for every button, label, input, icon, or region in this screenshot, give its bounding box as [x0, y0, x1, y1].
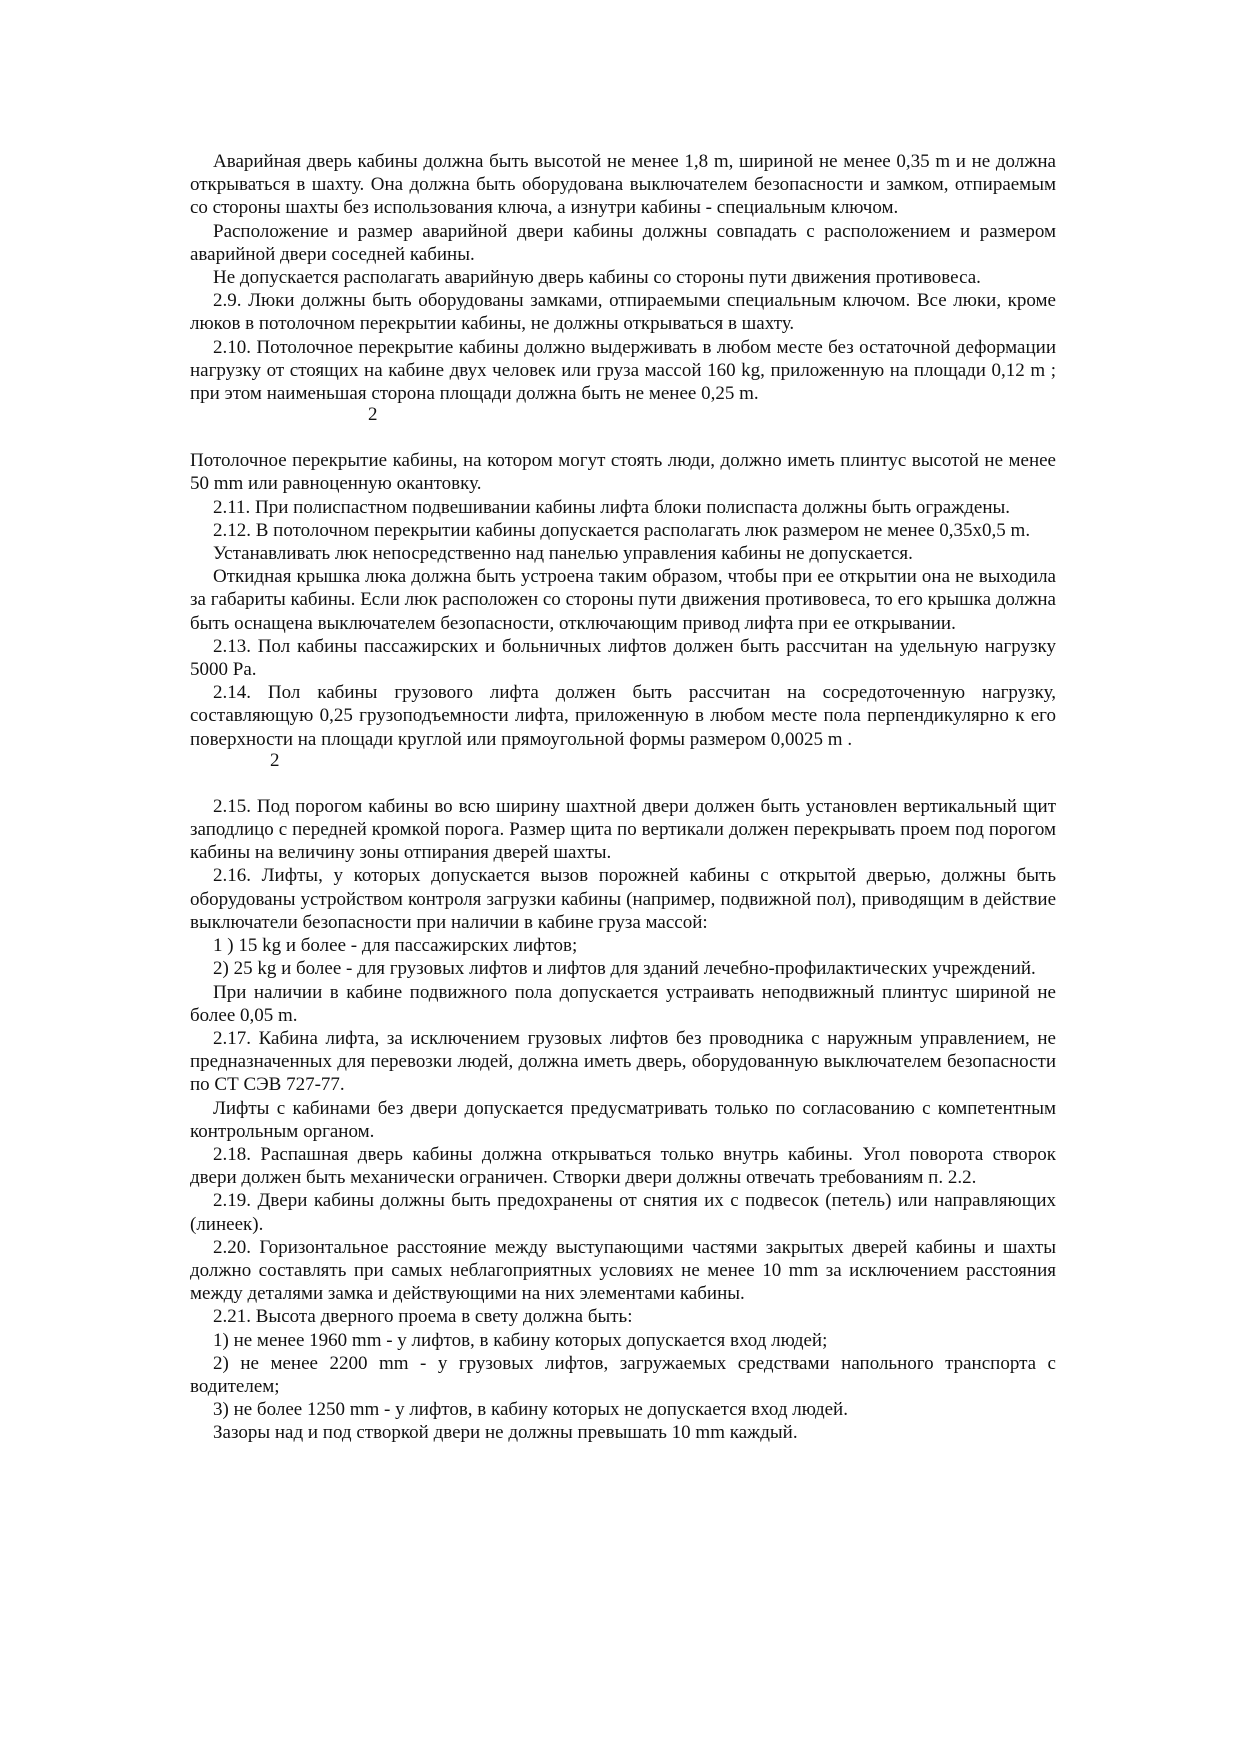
paragraph-2-9: 2.9. Люки должны быть оборудованы замками, отпираемыми специальным ключом. Все люки, кроме люков в потолочном перекрытии кабины, не должны открываться в шахту. [190, 290, 1056, 335]
paragraph-list-item-1: 1 ) 15 kg и более - для пассажирских лифтов; [213, 935, 578, 957]
paragraph-2-15: 2.15. Под порогом кабины во всю ширину шахтной двери должен быть установлен вертикальный щит заподлицо с передней кромкой порога. Размер щита по вертикали должен перекрывать проем под порогом кабины на величину зоны отпирания дверей шахты. [190, 795, 1056, 864]
paragraph-height-item-3: 3) не более 1250 mm - у лифтов, в кабину которых не допускается вход людей. [213, 1399, 848, 1421]
paragraph-2-18: 2.18. Распашная дверь кабины должна открываться только внутрь кабины. Угол поворота створок двери должен быть механически ограничен. Створки двери должны отвечать требованиям п. 2.2. [190, 1143, 1056, 1189]
paragraph-height-item-1: 1) не менее 1960 mm - у лифтов, в кабину которых допускается вход людей; [213, 1329, 828, 1351]
paragraph-hatch-panel: Устанавливать люк непосредственно над панелью управления кабины не допускается. [213, 543, 913, 565]
paragraph-movable-floor: При наличии в кабине подвижного пола допускается устраивать неподвижный плинтус шириной не более 0,05 m. [190, 981, 1056, 1026]
paragraph-door-gaps: Зазоры над и под створкой двери не должны превышать 10 mm каждый. [213, 1422, 798, 1444]
paragraph-2-20: 2.20. Горизонтальное расстояние между выступающими частями закрытых дверей кабины и шахты должно составлять при самых неблагоприятных условиях не менее 10 mm за исключением расстояния между деталями замка и действующими на них элементами кабины. [190, 1236, 1056, 1305]
paragraph-emergency-door: Аварийная дверь кабины должна быть высотой не менее 1,8 m, шириной не менее 0,35 m и не должна открываться в шахту. Она должна быть оборудована выключателем безопасности и замком, отпираемым со стороны шахты без использования ключа, а изнутри кабины - специальным ключом. [190, 151, 1056, 219]
superscript-line [190, 405, 1056, 428]
paragraph-no-door-cabins: Лифты с кабинами без двери допускается предусматривать только по согласованию с компетентным контрольным органом. [190, 1097, 1056, 1142]
paragraph-2-10: 2.10. Потолочное перекрытие кабины должно выдерживать в любом месте без остаточной деформации нагрузку от стоящих на кабине двух человек или груза массой 160 kg, приложенную на площади 0,12 m ; при этом наименьшая сторона площади должна быть не менее 0,25 m. [190, 336, 1056, 405]
superscript-2: 2 [368, 404, 378, 426]
paragraph-counterweight-side: Не допускается располагать аварийную дверь кабины со стороны пути движения противовеса. [213, 267, 981, 289]
document-page [190, 150, 1056, 1445]
paragraph-list-item-2: 2) 25 kg и более - для грузовых лифтов и лифтов для зданий лечебно-профилактических учреждений. [213, 958, 1036, 980]
paragraph-2-17: 2.17. Кабина лифта, за исключением грузовых лифтов без проводника с наружным управлением, не предназначенных для перевозки людей, должна иметь дверь, оборудованную выключателем безопасности по СТ СЭВ 727-77. [190, 1027, 1056, 1096]
paragraph-hatch-lid: Откидная крышка люка должна быть устроена таким образом, чтобы при ее открытии она не выходила за габариты кабины. Если люк расположен со стороны пути движения противовеса, то его крышка должна быть оснащена выключателем безопасности, отключающим привод лифта при ее открывании. [190, 566, 1056, 634]
paragraph-2-11: 2.11. При полиспастном подвешивании кабины лифта блоки полиспаста должны быть ограждены. [213, 496, 1011, 518]
paragraph-2-14: 2.14. Пол кабины грузового лифта должен быть рассчитан на сосредоточенную нагрузку, составляющую 0,25 грузоподъемности лифта, приложенную в любом месте пола перпендикулярно к его поверхности на площади круглой или прямоугольной формы размером 0,0025 m . [190, 682, 1056, 750]
superscript-line [190, 751, 1056, 774]
paragraph-emergency-door-position: Расположение и размер аварийной двери кабины должны совпадать с расположением и размером аварийной двери соседней кабины. [190, 220, 1056, 265]
paragraph-2-19: 2.19. Двери кабины должны быть предохранены от снятия их с подвесок (петель) или направляющих (линеек). [190, 1190, 1056, 1235]
paragraph-height-item-2: 2) не менее 2200 mm - у грузовых лифтов, загружаемых средствами напольного транспорта с водителем; [190, 1352, 1056, 1397]
superscript-2: 2 [270, 749, 280, 771]
paragraph-2-16: 2.16. Лифты, у которых допускается вызов порожней кабины с открытой дверью, должны быть оборудованы устройством контроля загрузки кабины (например, подвижной пол), приводящим в действие выключатели безопасности при наличии в кабине груза массой: [190, 865, 1056, 933]
paragraph-2-13: 2.13. Пол кабины пассажирских и больничных лифтов должен быть рассчитан на удельную нагрузку 5000 Pa. [190, 635, 1056, 681]
paragraph-ceiling-plinth: Потолочное перекрытие кабины, на котором могут стоять люди, должно иметь плинтус высотой не менее 50 mm или равноценную окантовку. [190, 450, 1056, 495]
paragraph-2-21: 2.21. Высота дверного проема в свету должна быть: [213, 1306, 633, 1328]
paragraph-2-12: 2.12. В потолочном перекрытии кабины допускается располагать люк размером не менее 0,35x0,5 m. [213, 519, 1031, 541]
